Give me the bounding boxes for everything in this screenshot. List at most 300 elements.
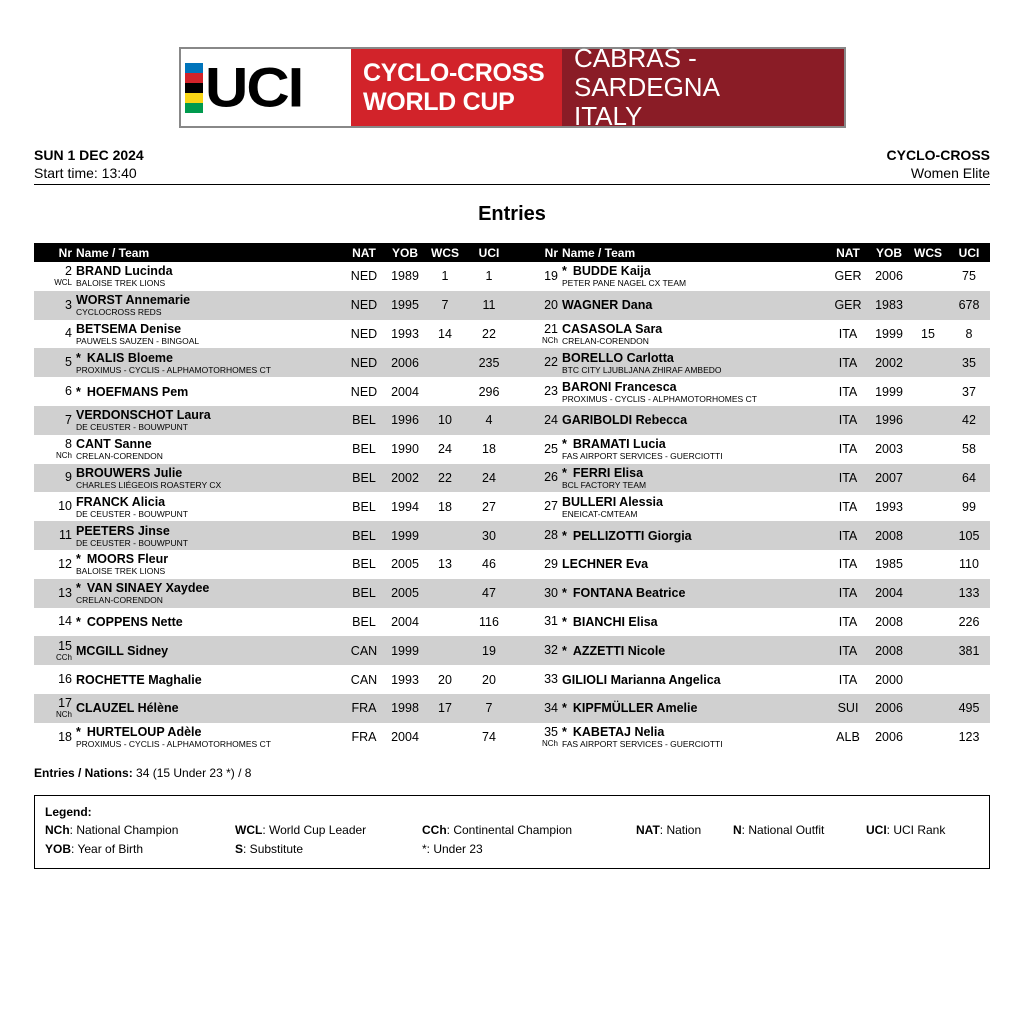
table-row xyxy=(34,348,512,377)
cell-nr xyxy=(34,694,74,723)
cell-wcs: 14 xyxy=(438,326,452,341)
rider-name-line xyxy=(76,293,340,307)
cell-name-team xyxy=(74,406,342,435)
cell-wcs xyxy=(908,665,948,694)
cell-wcs xyxy=(424,377,466,406)
table-row xyxy=(34,636,512,665)
cell-name-team xyxy=(560,464,826,493)
table-row xyxy=(34,435,512,464)
legend-item xyxy=(235,823,366,837)
cell-nat: ITA xyxy=(838,672,858,687)
cell-yob: 1995 xyxy=(386,291,424,320)
cell-uci: 37 xyxy=(962,384,976,399)
table-row xyxy=(34,608,512,637)
cell-wcs: 10 xyxy=(424,406,466,435)
rider-name: FERRI Elisa xyxy=(572,465,644,480)
event-line-2: WORLD CUP xyxy=(363,87,515,116)
cell-nr xyxy=(34,435,74,464)
cell-nr xyxy=(34,262,74,291)
cell-wcs xyxy=(424,579,466,608)
cell-yob: 2005 xyxy=(386,579,424,608)
bib-number: 2 xyxy=(65,264,72,279)
cell-name-team xyxy=(74,636,342,665)
cell-name-team xyxy=(560,694,826,723)
rider-name: WAGNER Dana xyxy=(562,298,653,313)
bib-number: 27 xyxy=(544,499,558,514)
cell-nat: GER xyxy=(834,269,862,284)
cell-name-team xyxy=(74,492,342,521)
bib-number: 4 xyxy=(65,326,72,341)
legend-desc: : National Outfit xyxy=(741,823,825,837)
col-header-nr: Nr xyxy=(512,243,560,262)
legend-desc: : Year of Birth xyxy=(71,842,144,856)
cell-wcs: 7 xyxy=(424,291,466,320)
bib-number: 16 xyxy=(58,672,72,687)
col-header-nat: NAT xyxy=(826,243,870,262)
cell-uci: 24 xyxy=(466,464,512,493)
bib-number: 28 xyxy=(544,528,558,543)
under-23-marker: * xyxy=(562,465,567,480)
under-23-marker: * xyxy=(76,581,81,596)
event-line-1: CYCLO-CROSS xyxy=(363,58,545,87)
table-row xyxy=(512,521,990,550)
rider-team: BALOISE TREK LIONS xyxy=(76,566,166,577)
table-row xyxy=(34,521,512,550)
rider-name-line xyxy=(76,581,340,595)
legend-key: UCI xyxy=(866,823,887,837)
cell-nat: ITA xyxy=(838,326,858,341)
cell-wcs xyxy=(908,723,948,752)
cell-wcs xyxy=(908,521,948,550)
legend-desc: : Substitute xyxy=(243,842,304,856)
bib-number: 11 xyxy=(59,528,72,543)
table-row xyxy=(512,579,990,608)
rider-name: ROCHETTE Maghalie xyxy=(76,672,202,687)
cell-yob: 1999 xyxy=(875,384,903,399)
cell-nat: ITA xyxy=(826,521,870,550)
rider-name-line xyxy=(562,466,824,480)
cell-nat: BEL xyxy=(352,499,376,514)
cell-yob: 1999 xyxy=(386,636,424,665)
rider-name-line xyxy=(562,557,824,571)
bib-number: 21 xyxy=(544,321,558,336)
table-row xyxy=(34,550,512,579)
cell-nat: ITA xyxy=(838,614,858,629)
rider-team: PROXIMUS - CYCLIS - ALPHAMOTORHOMES CT xyxy=(76,739,271,750)
cell-nr xyxy=(512,550,560,579)
cell-wcs xyxy=(908,262,948,291)
cell-wcs: 18 xyxy=(438,499,452,514)
rider-name: FONTANA Beatrice xyxy=(572,586,686,601)
rider-name: BORELLO Carlotta xyxy=(562,350,674,365)
cell-nr xyxy=(34,377,74,406)
bib-number: 18 xyxy=(58,729,72,744)
cell-uci: 42 xyxy=(948,406,990,435)
cell-nr xyxy=(34,348,74,377)
cell-yob: 1989 xyxy=(391,269,419,284)
cell-yob: 2008 xyxy=(875,614,903,629)
start-time: Start time: 13:40 xyxy=(34,165,137,181)
cell-yob: 2002 xyxy=(870,348,908,377)
cell-nr xyxy=(512,320,560,349)
rider-team: BALOISE TREK LIONS xyxy=(76,278,166,289)
bib-number: 32 xyxy=(544,643,558,658)
cell-wcs: 22 xyxy=(424,464,466,493)
bib-number: 6 xyxy=(65,384,72,399)
rider-category: CCh xyxy=(55,652,72,662)
bib-number: 31 xyxy=(544,614,558,629)
cell-yob: 2006 xyxy=(875,730,903,745)
under-23-marker: * xyxy=(562,701,567,716)
table-row xyxy=(512,492,990,521)
cell-nat: BEL xyxy=(352,442,376,457)
bib-number: 35 xyxy=(544,725,558,740)
rider-category: NCh xyxy=(55,710,72,720)
entries-body-left xyxy=(34,262,512,752)
location-line-2: ITALY xyxy=(574,101,643,131)
col-header-wcs: WCS xyxy=(908,243,948,262)
cell-uci: 123 xyxy=(958,730,980,745)
rider-category: WCL xyxy=(54,278,72,288)
rider-name: VAN SINAEY Xaydee xyxy=(86,581,210,596)
bib-number: 22 xyxy=(544,355,558,370)
rider-name-line xyxy=(562,380,824,394)
cell-name-team xyxy=(560,262,826,291)
stripe xyxy=(185,93,203,103)
bib-number: 25 xyxy=(544,441,558,456)
rider-team: PAUWELS SAUZEN - BINGOAL xyxy=(76,335,200,346)
cell-uci: 110 xyxy=(959,557,979,572)
legend-key: YOB xyxy=(45,842,72,856)
cell-uci: 381 xyxy=(948,636,990,665)
location-line-1: CABRAS - SARDEGNA xyxy=(574,43,720,102)
cell-wcs: 13 xyxy=(438,557,452,572)
cell-wcs xyxy=(908,435,948,464)
cell-name-team xyxy=(74,665,342,694)
cell-name-team xyxy=(560,608,826,637)
cell-name-team xyxy=(560,291,826,320)
rider-name-line xyxy=(76,351,340,365)
rider-name-line xyxy=(76,385,340,399)
table-header-row xyxy=(34,243,512,262)
cell-name-team xyxy=(560,406,826,435)
cell-name-team xyxy=(560,550,826,579)
rider-team: FAS AIRPORT SERVICES - GUERCIOTTI xyxy=(562,739,723,750)
rider-name-line xyxy=(76,701,340,715)
cell-name-team xyxy=(560,521,826,550)
cell-yob: 1983 xyxy=(870,291,908,320)
cell-nr xyxy=(512,464,560,493)
cell-yob: 2004 xyxy=(391,730,419,745)
cell-wcs xyxy=(908,636,948,665)
cell-nr xyxy=(34,579,74,608)
cell-wcs: 20 xyxy=(438,672,452,687)
cell-nr xyxy=(512,492,560,521)
cell-nr xyxy=(512,723,560,752)
uci-logo xyxy=(181,49,351,126)
legend-key: * xyxy=(422,842,427,856)
rider-name-line xyxy=(562,586,824,600)
bib-number: 33 xyxy=(544,672,558,687)
rider-team: ENEICAT-CMTEAM xyxy=(562,508,638,519)
table-row xyxy=(34,320,512,349)
rider-team: BCL FACTORY TEAM xyxy=(562,479,647,490)
cell-yob: 2008 xyxy=(870,636,908,665)
cell-nr xyxy=(512,665,560,694)
cell-nr xyxy=(34,464,74,493)
under-23-marker: * xyxy=(76,350,81,365)
legend-desc: : Continental Champion xyxy=(446,823,573,837)
col-header-yob: YOB xyxy=(386,243,424,262)
legend-key: CCh xyxy=(422,823,447,837)
table-row xyxy=(512,608,990,637)
cell-nat: BEL xyxy=(342,579,386,608)
cell-yob: 2005 xyxy=(391,557,419,572)
cell-wcs xyxy=(908,694,948,723)
rider-name: KALIS Bloeme xyxy=(86,350,174,365)
cell-uci: 4 xyxy=(466,406,512,435)
bib-number: 30 xyxy=(544,585,558,600)
table-row xyxy=(34,492,512,521)
cell-yob: 2004 xyxy=(391,614,419,629)
rider-name: PEETERS Jinse xyxy=(76,523,170,538)
cell-nat: ALB xyxy=(836,730,860,745)
rider-name-line xyxy=(562,495,824,509)
legend-key: WCL xyxy=(235,823,263,837)
cell-uci: 105 xyxy=(948,521,990,550)
rider-name: PELLIZOTTI Giorgia xyxy=(572,528,692,543)
cell-nat: ITA xyxy=(838,499,858,514)
cell-nr xyxy=(512,435,560,464)
cell-nat: NED xyxy=(350,384,378,399)
cell-uci: 30 xyxy=(466,521,512,550)
bib-number: 24 xyxy=(544,412,558,427)
rider-name: BULLERI Alessia xyxy=(562,494,663,509)
cell-uci: 1 xyxy=(485,269,493,284)
cell-name-team xyxy=(560,377,826,406)
bib-number: 7 xyxy=(65,412,72,427)
table-row xyxy=(512,464,990,493)
rider-name: BRAND Lucinda xyxy=(76,264,173,279)
table-row xyxy=(512,262,990,291)
cell-nr xyxy=(34,521,74,550)
table-row xyxy=(512,435,990,464)
under-23-marker: * xyxy=(562,528,567,543)
cell-name-team xyxy=(74,320,342,349)
cell-uci xyxy=(948,665,990,694)
cell-nr xyxy=(512,636,560,665)
rider-category: NCh xyxy=(55,451,72,461)
rider-name: HURTELOUP Adèle xyxy=(86,725,202,740)
cell-wcs: 17 xyxy=(424,694,466,723)
legend-desc: : Under 23 xyxy=(426,842,483,856)
cell-nr xyxy=(512,377,560,406)
table-row xyxy=(34,262,512,291)
cell-uci: 75 xyxy=(962,269,976,284)
entries-body-right xyxy=(512,262,990,752)
bib-number: 8 xyxy=(65,437,72,452)
cell-uci: 11 xyxy=(466,291,512,320)
table-row xyxy=(34,406,512,435)
bib-number: 23 xyxy=(544,384,558,399)
col-header-name: Name / Team xyxy=(560,243,826,262)
col-header-nr: Nr xyxy=(34,243,74,262)
legend-key: N xyxy=(733,823,742,837)
rider-name-line xyxy=(562,264,824,278)
cell-nat: ITA xyxy=(826,464,870,493)
bib-number: 19 xyxy=(544,268,558,283)
cell-uci: 296 xyxy=(478,384,500,399)
cell-yob: 2006 xyxy=(875,269,903,284)
cell-name-team xyxy=(74,377,342,406)
cell-uci: 27 xyxy=(482,499,496,514)
cell-uci: 58 xyxy=(962,442,976,457)
cell-nr xyxy=(34,636,74,665)
rider-name-line xyxy=(76,673,340,687)
cell-uci: 20 xyxy=(482,672,496,687)
cell-name-team xyxy=(560,435,826,464)
rider-name-line xyxy=(76,552,340,566)
cell-uci: 46 xyxy=(482,557,496,572)
rider-name-line xyxy=(76,408,340,422)
cell-wcs xyxy=(424,521,466,550)
cell-nr xyxy=(512,406,560,435)
legend-item xyxy=(866,823,945,837)
entries-summary xyxy=(34,766,251,780)
legend-desc: : UCI Rank xyxy=(886,823,946,837)
cell-yob: 2006 xyxy=(870,694,908,723)
rider-name: WORST Annemarie xyxy=(76,293,191,308)
cell-yob: 1996 xyxy=(870,406,908,435)
cell-wcs xyxy=(424,608,466,637)
cell-name-team xyxy=(74,464,342,493)
legend-desc: : World Cup Leader xyxy=(262,823,367,837)
rider-name-line xyxy=(562,437,824,451)
race-date: SUN 1 DEC 2024 xyxy=(34,147,144,163)
cell-name-team xyxy=(74,291,342,320)
legend-key: NCh xyxy=(45,823,70,837)
rider-team: CRELAN-CORENDON xyxy=(76,595,163,606)
legend-title: Legend: xyxy=(45,805,92,819)
bib-number: 29 xyxy=(544,556,558,571)
cell-name-team xyxy=(560,492,826,521)
cell-uci: 35 xyxy=(948,348,990,377)
under-23-marker: * xyxy=(562,264,567,279)
cell-name-team xyxy=(560,723,826,752)
legend-desc: : National Champion xyxy=(69,823,179,837)
cell-name-team xyxy=(74,262,342,291)
col-header-wcs: WCS xyxy=(424,243,466,262)
race-category-block xyxy=(887,146,990,182)
summary-label: Entries / Nations: xyxy=(34,766,133,780)
event-name-block xyxy=(351,49,562,126)
rider-name-line xyxy=(76,495,340,509)
rainbow-stripes-icon xyxy=(185,63,203,113)
rider-name-line xyxy=(562,644,824,658)
cell-name-team xyxy=(74,579,342,608)
table-row xyxy=(512,636,990,665)
cell-name-team xyxy=(560,348,826,377)
legend-box xyxy=(34,795,990,869)
table-row xyxy=(512,406,990,435)
rider-name: COPPENS Nette xyxy=(86,614,183,629)
cell-name-team xyxy=(74,550,342,579)
bib-number: 17 xyxy=(58,696,72,711)
cell-uci: 47 xyxy=(466,579,512,608)
cell-uci: 74 xyxy=(482,730,496,745)
under-23-marker: * xyxy=(562,643,567,658)
cell-nr xyxy=(34,320,74,349)
category: Women Elite xyxy=(910,165,990,181)
page-title: Entries xyxy=(478,203,546,225)
rider-name: CLAUZEL Hélène xyxy=(76,701,179,716)
rider-name: FRANCK Alicia xyxy=(76,494,166,509)
table-row xyxy=(512,694,990,723)
under-23-marker: * xyxy=(76,725,81,740)
race-date-block xyxy=(34,146,144,182)
bib-number: 3 xyxy=(65,297,72,312)
cell-uci: 7 xyxy=(466,694,512,723)
location-block xyxy=(562,43,844,131)
stripe xyxy=(185,63,203,73)
under-23-marker: * xyxy=(562,437,567,452)
legend-item xyxy=(422,842,483,856)
rider-name: BETSEMA Denise xyxy=(76,321,182,336)
rider-name-line xyxy=(562,701,824,715)
rider-name-line xyxy=(562,322,824,336)
cell-yob: 2003 xyxy=(875,442,903,457)
col-header-nat: NAT xyxy=(342,243,386,262)
table-row xyxy=(34,665,512,694)
rider-name: VERDONSCHOT Laura xyxy=(76,408,211,423)
cell-name-team xyxy=(560,579,826,608)
cell-uci: 19 xyxy=(466,636,512,665)
cell-nr xyxy=(34,406,74,435)
cell-nat: SUI xyxy=(826,694,870,723)
table-row xyxy=(512,665,990,694)
legend-item xyxy=(733,823,824,837)
cell-uci: 235 xyxy=(466,348,512,377)
cell-nat: ITA xyxy=(838,384,858,399)
cell-uci: 18 xyxy=(482,442,496,457)
cell-nr xyxy=(512,521,560,550)
bib-number: 12 xyxy=(58,556,72,571)
header-divider xyxy=(34,184,990,185)
cell-yob: 2000 xyxy=(875,672,903,687)
cell-wcs xyxy=(424,348,466,377)
rider-team: CYCLOCROSS REDS xyxy=(76,307,162,318)
cell-nr xyxy=(512,262,560,291)
col-header-name: Name / Team xyxy=(74,243,342,262)
rider-team: BTC CITY LJUBLJANA ZHIRAF AMBEDO xyxy=(562,364,722,375)
cell-uci: 99 xyxy=(962,499,976,514)
bib-number: 15 xyxy=(58,638,72,653)
cell-nat: CAN xyxy=(342,636,386,665)
summary-value: 34 (15 Under 23 *) / 8 xyxy=(136,766,252,780)
entries-table-right xyxy=(512,243,990,752)
rider-team: PETER PANE NAGEL CX TEAM xyxy=(562,278,687,289)
rider-name: MOORS Fleur xyxy=(86,552,169,567)
bib-number: 34 xyxy=(544,700,558,715)
cell-name-team xyxy=(74,348,342,377)
rider-name: GILIOLI Marianna Angelica xyxy=(562,672,721,687)
rider-name: LECHNER Eva xyxy=(562,557,649,572)
under-23-marker: * xyxy=(562,614,567,629)
legend-key: NAT xyxy=(636,823,660,837)
cell-wcs xyxy=(908,579,948,608)
cell-wcs xyxy=(908,291,948,320)
cell-name-team xyxy=(74,435,342,464)
